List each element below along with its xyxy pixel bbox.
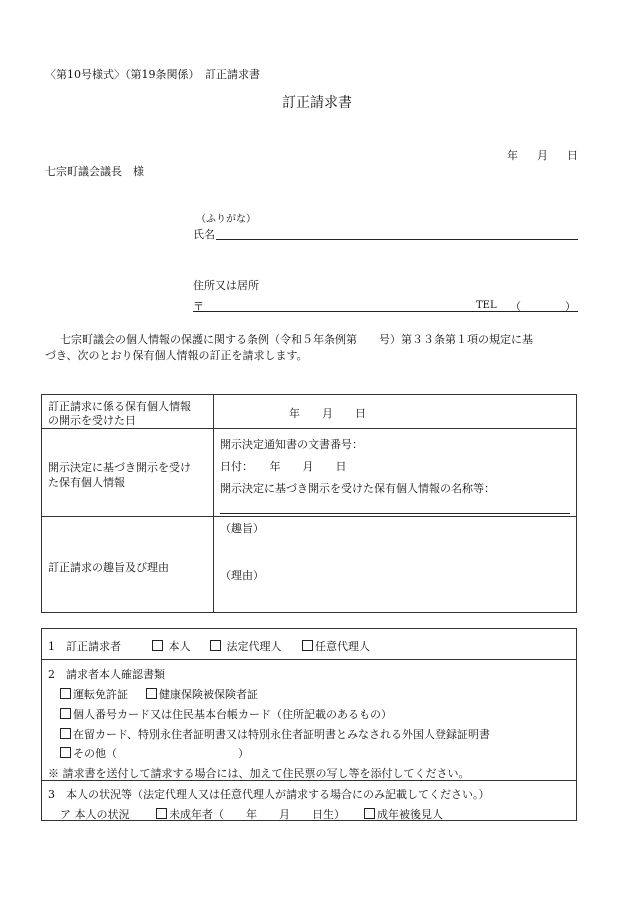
checkbox-icon[interactable] [364,808,375,819]
option-legal-agent-label: 法定代理人 [226,640,282,653]
status-adult-ward[interactable] [364,806,443,822]
checkbox-icon[interactable] [60,688,71,699]
option-voluntary-agent[interactable] [302,638,370,654]
table-row-divider [41,659,577,660]
checkbox-icon[interactable] [60,708,71,719]
row2-info-name: 開示決定に基づき開示を受けた保有個人情報の名称等： [220,482,495,495]
address-label: 住所又は居所 [193,279,259,292]
row3-reason: （理由） [220,569,264,582]
option-legal-agent[interactable] [210,638,282,654]
table-row-divider [41,428,577,429]
doc-health-insurance[interactable] [146,686,258,702]
checkbox-icon[interactable] [60,728,71,739]
section3-sub-label: ア 本人の状況 [60,808,130,821]
section2-label: 2 請求者本人確認書類 [48,668,165,681]
checkbox-icon[interactable] [146,688,157,699]
date-year: 年 [507,149,518,162]
row2-date: 日付： 年 月 日 [220,460,347,473]
doc-other[interactable] [60,745,249,761]
doc-mynumber-card[interactable] [60,706,392,722]
checkbox-icon[interactable] [60,747,71,758]
option-voluntary-agent-label: 任意代理人 [315,640,370,653]
option-self[interactable] [152,638,191,654]
date-day: 日 [567,149,578,162]
row2-doc-number: 開示決定通知書の文書番号： [220,438,363,451]
status-adult-ward-label: 成年被後見人 [377,808,443,821]
checkbox-icon[interactable] [210,640,221,651]
postal-mark: 〒 [193,300,204,313]
table-divider [213,394,214,613]
checkbox-icon[interactable] [152,640,163,651]
section3-label: 3 本人の状況等（法定代理人又は任意代理人が請求する場合にのみ記載してください。） [48,788,490,801]
section1-label: 1 訂正請求者 [48,640,121,653]
form-label: 〈第10号様式〉（第19条関係） 訂正請求書 [45,68,260,81]
intro-line-2: づき、次のとおり保有個人情報の訂正を請求します。 [45,349,308,362]
status-minor-label: 未成年者（ 年 月 日生） [169,808,345,821]
doc-other-label: その他（ ） [73,747,249,760]
table-row-divider [41,516,577,517]
tel-field[interactable]: （ ） [510,300,576,313]
furigana-label: （ふりがな） [196,214,256,225]
row1-label-1: 訂正請求に係る保有個人情報 [48,400,191,413]
row3-label: 訂正請求の趣旨及び理由 [48,561,169,574]
page-title: 訂正請求書 [282,95,352,111]
status-minor[interactable] [156,806,345,822]
date-month: 月 [537,149,548,162]
row2-label-2: た保有個人情報 [48,476,125,489]
option-self-label: 本人 [168,640,191,653]
doc-drivers-license-label: 運転免許証 [73,688,128,701]
row1-label-2: の開示を受けた日 [48,414,136,427]
section2-note: ※ 請求書を送付して請求する場合には、加えて住民票の写し等を添付してください。 [48,767,470,780]
checkbox-icon[interactable] [302,640,313,651]
doc-drivers-license[interactable] [60,686,128,702]
row1-date-value[interactable]: 年 月 日 [289,407,366,420]
name-label: 氏名 [193,228,215,241]
name-field[interactable] [216,226,578,240]
doc-residence-card-label: 在留カード、特別永住者証明書又は特別永住者証明書とみなされる外国人登録証明書 [73,728,491,741]
addressee: 七宗町議会議長 様 [45,165,144,178]
doc-mynumber-card-label: 個人番号カード又は住民基本台帳カード（住所記載のあるもの） [73,708,392,721]
row2-info-field[interactable] [220,499,570,514]
checkbox-icon[interactable] [156,808,167,819]
doc-health-insurance-label: 健康保険被保険者証 [159,688,258,701]
intro-line-1: 七宗町議会の個人情報の保護に関する条例（令和５年条例第 号）第３３条第１項の規定に基 [60,333,533,346]
row3-purpose: （趣旨） [220,522,264,535]
tel-label: TEL [476,300,497,311]
row2-label-1: 開示決定に基づき開示を受け [48,461,191,474]
doc-residence-card[interactable] [60,726,490,742]
